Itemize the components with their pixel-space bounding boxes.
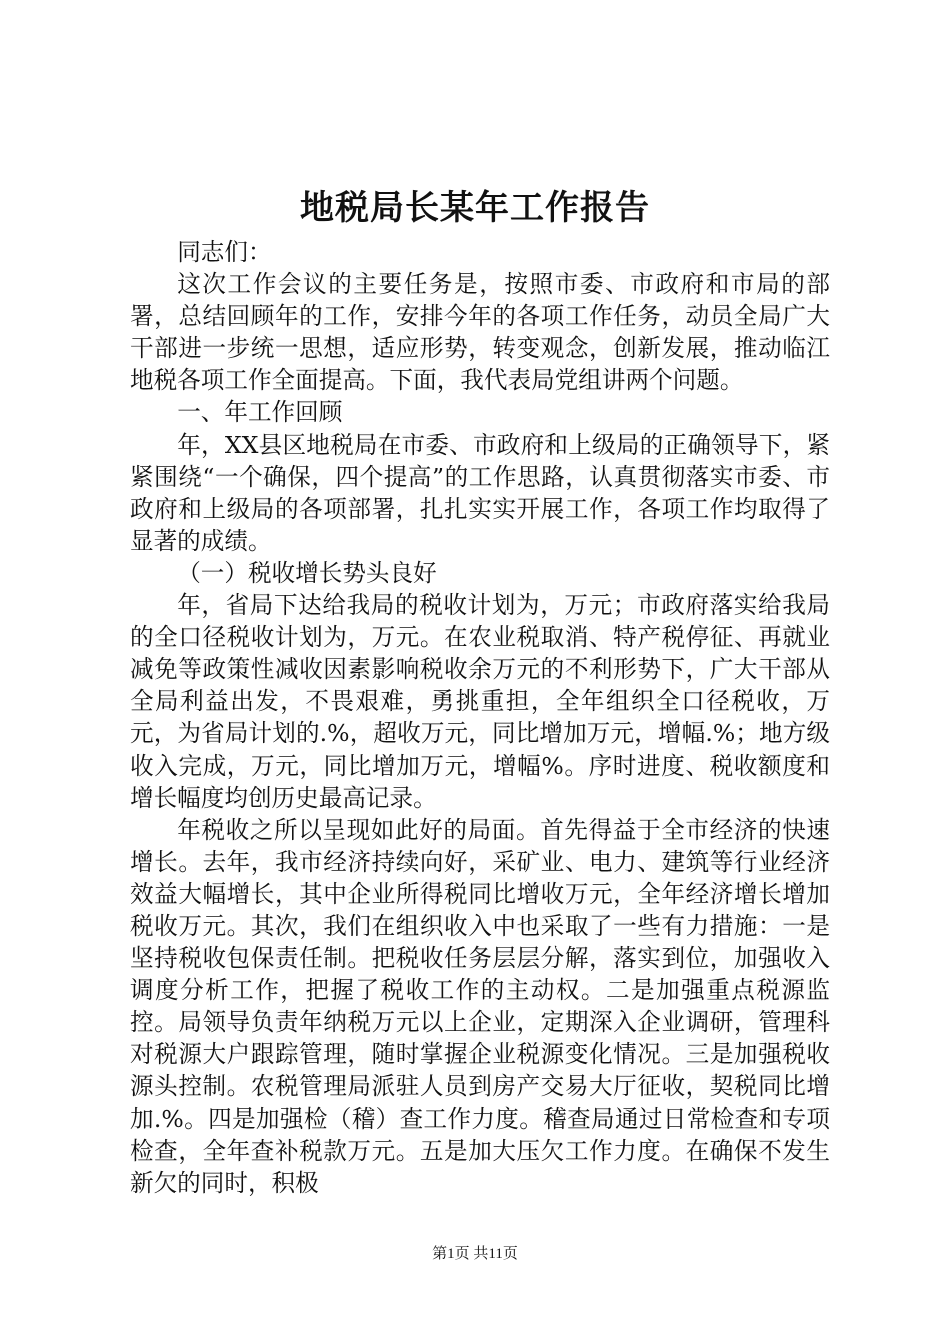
paragraph-intro: 这次工作会议的主要任务是，按照市委、市政府和市局的部署，总结回顾年的工作，安排今年的各项工作任务，动员全局广大干部进一步统一思想，适应形势，转变观念，创新发展，推动临江地税各项工作全面提高。下面，我代表局党组讲两个问题。 <box>130 270 830 395</box>
salutation: 同志们： <box>177 238 272 266</box>
section-heading: 一、年工作回顾 <box>177 398 343 427</box>
page-footer: 第1页 共11页 <box>432 1246 518 1262</box>
paragraph-tax-revenue: 年，省局下达给我局的税收计划为，万元；市政府落实给我局的全口径税收计划为，万元。在农业税取消、特产税停征、再就业减免等政策性减收因素影响税收余万元的不利形势下，广大干部从全局利益出发，不畏艰难，勇挑重担，全年组织全口径税收，万元，为省局计划的.%，超收万元，同比增加万元，增幅.%；地方级收入完成，万元，同比增加万元，增幅%。序时进度、税收额度和增长幅度均创历史最高记录。 <box>130 591 830 812</box>
subsection-heading: （一）税收增长势头良好 <box>177 558 437 587</box>
paragraph-reasons: 年税收之所以呈现如此好的局面。首先得益于全市经济的快速增长。去年，我市经济持续向好，采矿业、电力、建筑等行业经济效益大幅增长，其中企业所得税同比增收万元，全年经济增长增加税收万元。其次，我们在组织收入中也采取了一些有力措施：一是坚持税收包保责任制。把税收任务层层分解，落实到位，加强收入调度分析工作，把握了税收工作的主动权。二是加强重点税源监控。局领导负责年纳税万元以上企业，定期深入企业调研，管理科对税源大户跟踪管理，随时掌握企业税源变化情况。三是加强税收源头控制。农税管理局派驻人员到房产交易大厅征收，契税同比增加.%。四是加强检（稽）查工作力度。稽查局通过日常检查和专项检查，全年查补税款万元。五是加大压欠工作力度。在确保不发生新欠的同时，积极 <box>130 815 830 1197</box>
document-title: 地税局长某年工作报告 <box>300 188 650 228</box>
paragraph-summary: 年，XX县区地税局在市委、市政府和上级局的正确领导下，紧紧围绕“一个确保，四个提高”的工作思路，认真贯彻落实市委、市政府和上级局的各项部署，扎扎实实开展工作，各项工作均取得了显著的成绩。 <box>130 430 830 555</box>
document-body <box>130 236 830 1199</box>
